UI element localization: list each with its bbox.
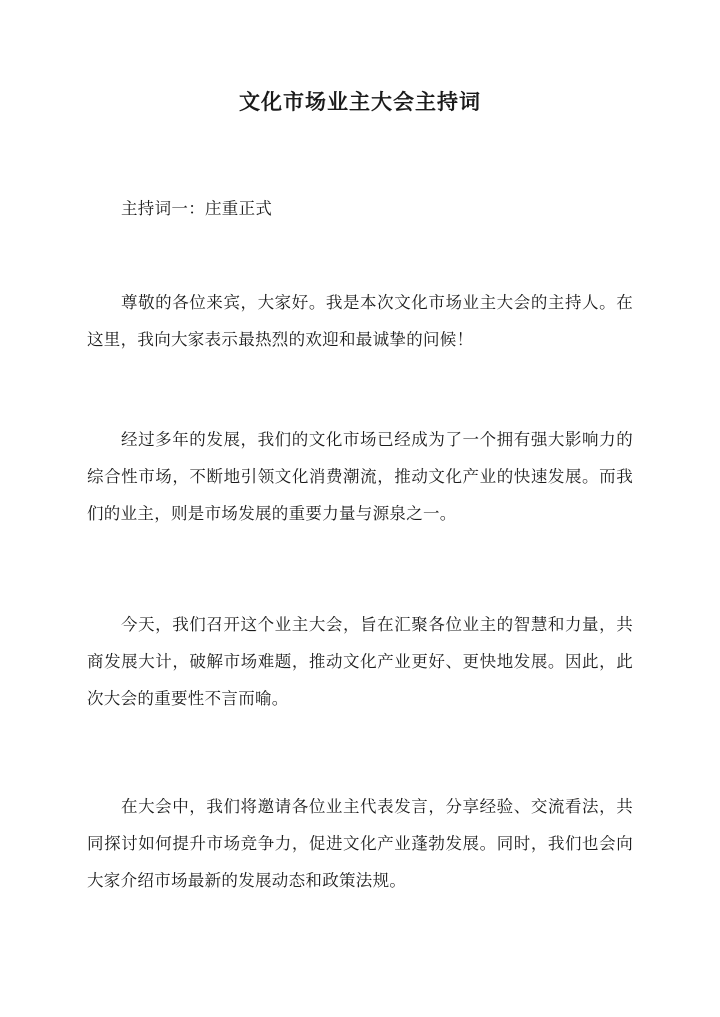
paragraph-meeting-purpose: 今天，我们召开这个业主大会，旨在汇聚各位业主的智慧和力量，共商发展大计，破解市场难题，推动文化产业更好、更快地发展。因此，此次大会的重要性不言而喻。 xyxy=(87,615,633,708)
paragraph-agenda: 在大会中，我们将邀请各位业主代表发言，分享经验、交流看法，共同探讨如何提升市场竞争力，促进文化产业蓬勃发展。同时，我们也会向大家介绍市场最新的发展动态和政策法规。 xyxy=(87,797,633,890)
document-title: 文化市场业主大会主持词 xyxy=(239,89,481,114)
paragraph-development: 经过多年的发展，我们的文化市场已经成为了一个拥有强大影响力的综合性市场，不断地引领文化消费潮流，推动文化产业的快速发展。而我们的业主，则是市场发展的重要力量与源泉之一。 xyxy=(87,430,633,523)
paragraph-welcome: 尊敬的各位来宾，大家好。我是本次文化市场业主大会的主持人。在这里，我向大家表示最热烈的欢迎和最诚挚的问候！ xyxy=(87,293,633,349)
section-subtitle: 主持词一：庄重正式 xyxy=(121,199,273,218)
